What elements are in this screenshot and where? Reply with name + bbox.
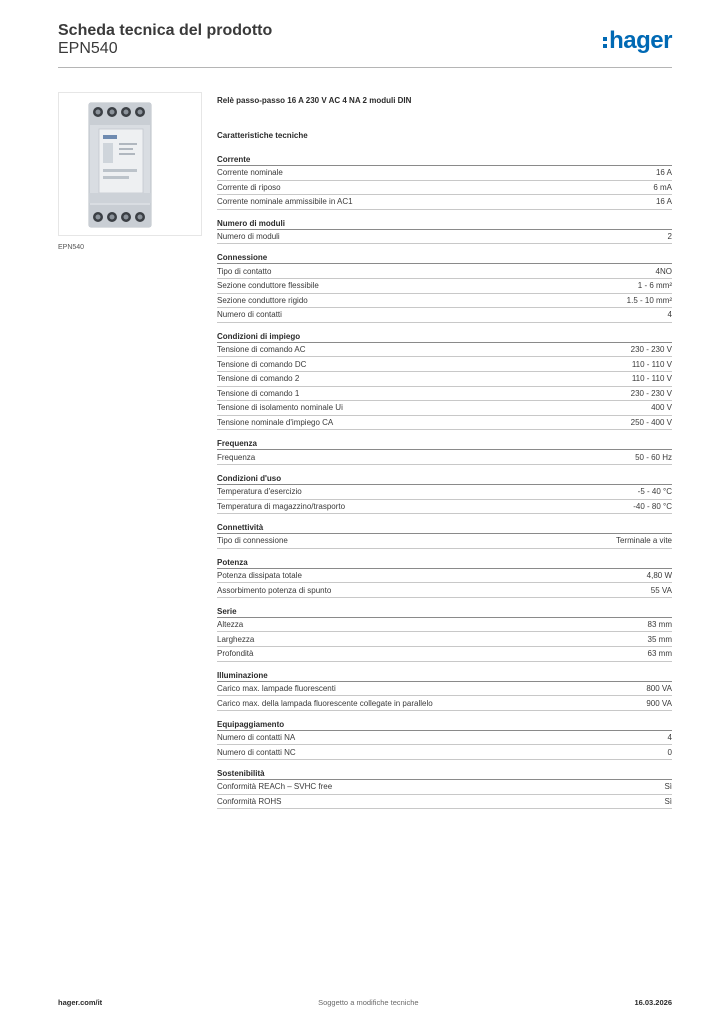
spec-label: Numero di contatti NC (217, 747, 296, 757)
spec-row (217, 294, 672, 309)
spec-value: Sì (664, 796, 672, 806)
spec-label: Tensione di comando DC (217, 359, 307, 369)
spec-row (217, 387, 672, 402)
spec-section (217, 670, 672, 711)
spec-value: 110 - 110 V (631, 359, 672, 369)
spec-section (217, 252, 672, 322)
section-title: Condizioni d'uso (217, 473, 672, 485)
spec-row (217, 195, 672, 210)
spec-value: Terminale a vite (615, 536, 672, 546)
spec-value: 4NO (655, 266, 672, 276)
spec-value: 6 mA (653, 182, 672, 192)
spec-row (217, 569, 672, 584)
spec-label: Carico max. della lampada fluorescente collegate in parallelo (217, 698, 433, 708)
spec-row (217, 682, 672, 697)
spec-section (217, 719, 672, 760)
spec-row (217, 343, 672, 358)
specifications (217, 96, 672, 809)
spec-value: -5 - 40 °C (637, 487, 672, 497)
spec-row (217, 632, 672, 647)
spec-label: Potenza dissipata totale (217, 570, 302, 580)
section-title: Condizioni di impiego (217, 331, 672, 343)
characteristics-heading: Caratteristiche tecniche (217, 131, 308, 140)
footer-website: hager.com/it (58, 998, 103, 1007)
product-description: Relè passo-passo 16 A 230 V AC 4 NA 2 moduli DIN (217, 96, 412, 105)
spec-value: 1.5 - 10 mm² (626, 295, 672, 305)
spec-label: Numero di contatti NA (217, 733, 296, 743)
spec-value: 110 - 110 V (631, 374, 672, 384)
spec-label: Sezione conduttore rigido (217, 295, 308, 305)
section-title: Potenza (217, 557, 672, 569)
spec-section (217, 522, 672, 549)
spec-label: Numero di contatti (217, 310, 282, 320)
spec-label: Altezza (217, 620, 244, 630)
section-title: Serie (217, 606, 672, 618)
logo-text: hager (609, 27, 672, 54)
product-code: EPN540 (58, 40, 118, 57)
spec-value: 16 A (655, 168, 672, 178)
spec-label: Corrente nominale ammissibile in AC1 (217, 197, 353, 207)
logo-colon-icon (603, 37, 607, 48)
spec-row (217, 372, 672, 387)
spec-label: Assorbimento potenza di spunto (217, 585, 332, 595)
product-image (58, 92, 202, 236)
spec-row (217, 401, 672, 416)
spec-label: Carico max. lampade fluorescenti (217, 683, 336, 693)
spec-value: 63 mm (647, 649, 672, 659)
spec-value: 50 - 60 Hz (635, 452, 672, 462)
footer-note: Soggetto a modifiche tecniche (318, 998, 419, 1007)
spec-row (217, 230, 672, 245)
spec-row (217, 308, 672, 323)
spec-row (217, 647, 672, 662)
spec-label: Tensione di comando 1 (217, 388, 300, 398)
spec-label: Tipo di contatto (217, 266, 272, 276)
spec-value: 83 mm (647, 620, 672, 630)
spec-label: Larghezza (217, 634, 255, 644)
spec-label: Sezione conduttore flessibile (217, 281, 319, 291)
spec-label: Tensione nominale d'impiego CA (217, 418, 334, 428)
spec-label: Frequenza (217, 452, 256, 462)
spec-label: Temperatura d'esercizio (217, 487, 302, 497)
header-divider (58, 67, 672, 68)
document-header (58, 22, 672, 68)
spec-value: 800 VA (646, 683, 672, 693)
spec-row (217, 795, 672, 810)
section-title: Sostenibilità (217, 768, 672, 780)
spec-value: 2 (667, 232, 672, 242)
spec-row (217, 181, 672, 196)
spec-label: Tensione di isolamento nominale Ui (217, 403, 343, 413)
hager-logo (603, 28, 672, 54)
spec-section (217, 218, 672, 245)
spec-label: Conformità REACh – SVHC free (217, 782, 333, 792)
spec-row (217, 485, 672, 500)
spec-row (217, 500, 672, 515)
spec-section (217, 154, 672, 210)
spec-value: -40 - 80 °C (633, 501, 672, 511)
section-title: Illuminazione (217, 670, 672, 682)
section-title: Corrente (217, 154, 672, 166)
spec-row (217, 416, 672, 431)
spec-value: 900 VA (646, 698, 672, 708)
spec-value: Sì (664, 782, 672, 792)
spec-value: 4 (667, 733, 672, 743)
spec-value: 0 (667, 747, 672, 757)
spec-value: 230 - 230 V (630, 388, 672, 398)
spec-label: Tensione di comando 2 (217, 374, 300, 384)
spec-sections (217, 154, 672, 809)
section-title: Numero di moduli (217, 218, 672, 230)
spec-row (217, 731, 672, 746)
spec-label: Corrente nominale (217, 168, 283, 178)
spec-label: Temperatura di magazzino/trasporto (217, 501, 346, 511)
product-image-caption: EPN540 (58, 244, 85, 251)
spec-row (217, 745, 672, 760)
spec-value: 1 - 6 mm² (637, 281, 672, 291)
spec-section (217, 438, 672, 465)
spec-value: 230 - 230 V (630, 345, 672, 355)
section-title: Connessione (217, 252, 672, 264)
relay-device-icon (59, 93, 201, 235)
spec-value: 250 - 400 V (630, 418, 672, 428)
spec-row (217, 696, 672, 711)
spec-row (217, 357, 672, 372)
spec-row (217, 780, 672, 795)
spec-section (217, 606, 672, 662)
spec-row (217, 618, 672, 633)
section-title: Frequenza (217, 438, 672, 450)
spec-value: 35 mm (647, 634, 672, 644)
spec-value: 55 VA (650, 585, 672, 595)
spec-value: 16 A (655, 197, 672, 207)
spec-label: Tensione di comando AC (217, 345, 306, 355)
spec-row (217, 264, 672, 279)
spec-row (217, 534, 672, 549)
spec-label: Corrente di riposo (217, 182, 281, 192)
spec-value: 4 (667, 310, 672, 320)
spec-label: Profondità (217, 649, 254, 659)
spec-value: 400 V (651, 403, 672, 413)
spec-row (217, 166, 672, 181)
spec-section (217, 768, 672, 809)
footer-date: 16.03.2026 (634, 998, 672, 1007)
spec-row (217, 583, 672, 598)
section-title: Connettività (217, 522, 672, 534)
spec-row (217, 279, 672, 294)
spec-section (217, 473, 672, 514)
spec-label: Conformità ROHS (217, 796, 282, 806)
document-title: Scheda tecnica del prodotto (58, 22, 273, 39)
section-title: Equipaggiamento (217, 719, 672, 731)
spec-label: Numero di moduli (217, 232, 280, 242)
spec-section (217, 331, 672, 431)
spec-value: 4,80 W (646, 570, 672, 580)
spec-label: Tipo di connessione (217, 536, 288, 546)
spec-row (217, 450, 672, 465)
document-footer (58, 998, 672, 1007)
spec-section (217, 557, 672, 598)
